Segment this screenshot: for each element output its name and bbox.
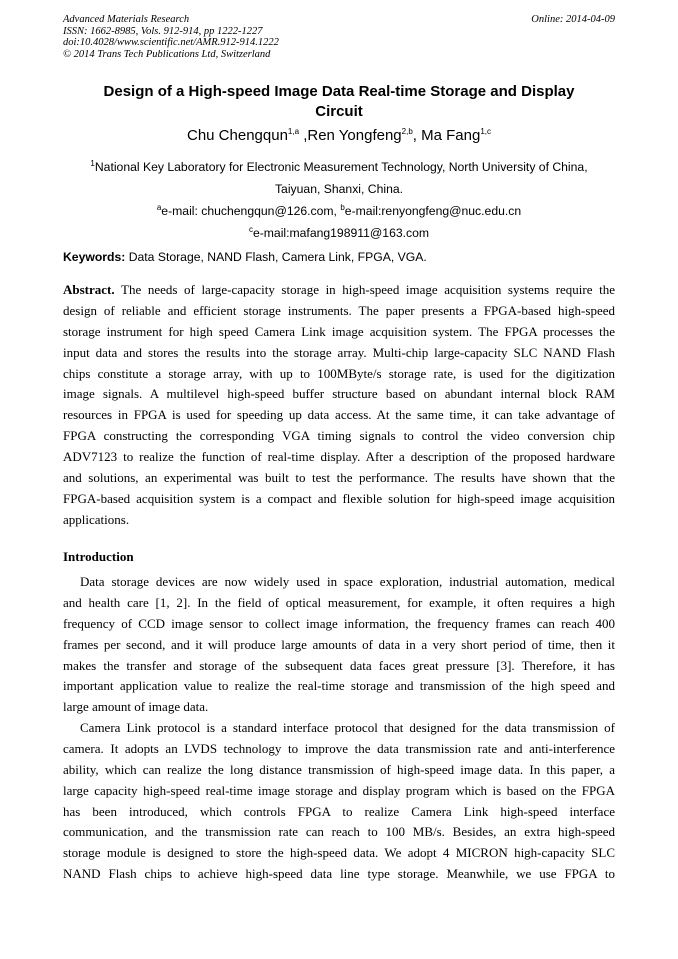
author-list — [63, 126, 615, 146]
paragraph-line: and health care [1, 2]. In the field of optical measurement, for example, it often requires a high — [63, 594, 615, 610]
abstract-line: and solutions, an experimental was built to test the performance. The results have shown that the — [63, 470, 615, 486]
paragraph-line: makes the transfer and storage of the subsequent data faces great pressure [3]. Therefore, it has — [63, 657, 615, 673]
email-a: e-mail: chuchengqun@126.com, — [161, 204, 341, 218]
abstract-line: chips constitute a storage array, with up to 100MByte/s storage rate, is used for the digitization — [63, 365, 615, 381]
journal-header — [63, 14, 615, 60]
paragraph-line: important application value to realize the real-time storage and transmission of the high speed and — [63, 678, 615, 694]
author-3-affil: 1,c — [480, 127, 491, 136]
issn-line: ISSN: 1662-8985, Vols. 912-914, pp 1222-1227 — [63, 25, 263, 37]
affiliation-line-2: Taiyuan, Shanxi, China. — [274, 182, 404, 196]
email-c: e-mail:mafang198911@163.com — [252, 226, 430, 240]
keywords — [63, 249, 615, 265]
abstract-line: image signals. A multilevel high-speed buffer structure based on abundant internal block RAM — [63, 386, 615, 402]
doi-line: doi:10.4028/www.scientific.net/AMR.912-914.1222 — [63, 37, 279, 49]
abstract-line: FPGA-based acquisition system is a compact and flexible solution for high-speed image acquisition — [63, 490, 615, 506]
email-a-marker: a — [156, 202, 162, 212]
abstract-line: resources in FPGA is used for speeding up data access. At the same time, it can take advantage of — [63, 407, 615, 423]
title-line-2: Circuit — [315, 103, 363, 120]
paragraph-line: large capacity high-speed real-time image storage and display program which is based on the FPGA — [63, 782, 615, 798]
paragraph-line: Data storage devices are now widely used in space exploration, industrial automation, medical — [80, 574, 615, 589]
paragraph-line: frames per second, and it will produce large amounts of data in a very short period of time, then it — [63, 636, 615, 652]
abstract-line — [63, 280, 615, 301]
affiliation-marker: 1 — [90, 158, 95, 168]
keywords-text: Data Storage, NAND Flash, Camera Link, FPGA, VGA. — [125, 250, 427, 264]
email-line-ab — [63, 200, 615, 222]
affiliation-block — [63, 156, 615, 244]
abstract-line: design of reliable and efficient storage instruments. The paper presents a FPGA-based high-speed — [63, 302, 615, 318]
online-date: Online: 2014-04-09 — [531, 14, 615, 25]
paper-title — [63, 82, 615, 122]
author-1-affil: 1,a — [287, 127, 300, 136]
abstract-line: storage instrument for high speed Camera Link image acquisition system. The FPGA processes the — [63, 323, 615, 339]
paragraph-line: has been introduced, which controls FPGA to realize Camera Link high-speed interface — [63, 803, 615, 819]
author-1: Chu Chengqun — [187, 127, 288, 144]
paragraph-line: NAND Flash chips to achieve high-speed data line type storage. Meanwhile, we use FPGA to — [63, 866, 615, 882]
intro-paragraph-2 — [63, 718, 615, 885]
abstract-text: The needs of large-capacity storage in high-speed image acquisition systems require the — [114, 282, 615, 297]
paragraph-line: Camera Link protocol is a standard interface protocol that designed for the data transmission of — [80, 720, 615, 735]
affiliation-text: National Key Laboratory for Electronic Measurement Technology, North University of China, — [94, 160, 588, 174]
title-line-1: Design of a High-speed Image Data Real-time Storage and Display — [103, 83, 575, 100]
paragraph-line: ability, which can realize the long distance transmission of high-speed image data. In this paper, a — [63, 761, 615, 777]
email-b: e-mail:renyongfeng@nuc.edu.cn — [344, 204, 522, 218]
intro-paragraph-1 — [63, 572, 615, 718]
abstract-line: input data and stores the results into the storage array. Multi-chip large-capacity SLC NAND Flash — [63, 344, 615, 360]
abstract — [63, 280, 615, 531]
copyright-line: © 2014 Trans Tech Publications Ltd, Switzerland — [63, 48, 271, 60]
section-heading-introduction: Introduction — [63, 549, 134, 564]
keywords-label: Keywords: — [63, 250, 126, 264]
abstract-label: Abstract. — [63, 282, 115, 297]
paragraph-line: frequency of CCD image sensor to collect image information, the frequency frames can reach 400 — [63, 615, 615, 631]
abstract-line: FPGA constructing the corresponding VGA timing signals to control the video conversion chip — [63, 428, 615, 444]
email-c-marker: c — [248, 224, 253, 234]
paragraph-line: communication, and the transmission rate can reach to 100 MB/s. Besides, an extra high-speed — [63, 824, 615, 840]
author-2-affil: 2,b — [401, 127, 413, 136]
abstract-line: ADV7123 to realize the function of real-time display. After a description of the proposed hardware — [63, 449, 615, 465]
author-3: , Ma Fang — [412, 127, 481, 144]
affiliation-line-1 — [63, 156, 615, 178]
email-b-marker: b — [340, 202, 345, 212]
paragraph-line: storage module is designed to store the high-speed data. We adopt 4 MICRON high-capacity SLC — [63, 845, 615, 861]
email-line-c — [63, 222, 615, 244]
author-2: ,Ren Yongfeng — [299, 127, 402, 144]
journal-name: Advanced Materials Research — [63, 14, 190, 25]
paragraph-line: large amount of image data. — [63, 699, 209, 715]
paragraph-line: camera. It adopts an LVDS technology to improve the data transmission rate and anti-interference — [63, 740, 615, 756]
abstract-line: applications. — [63, 511, 130, 527]
